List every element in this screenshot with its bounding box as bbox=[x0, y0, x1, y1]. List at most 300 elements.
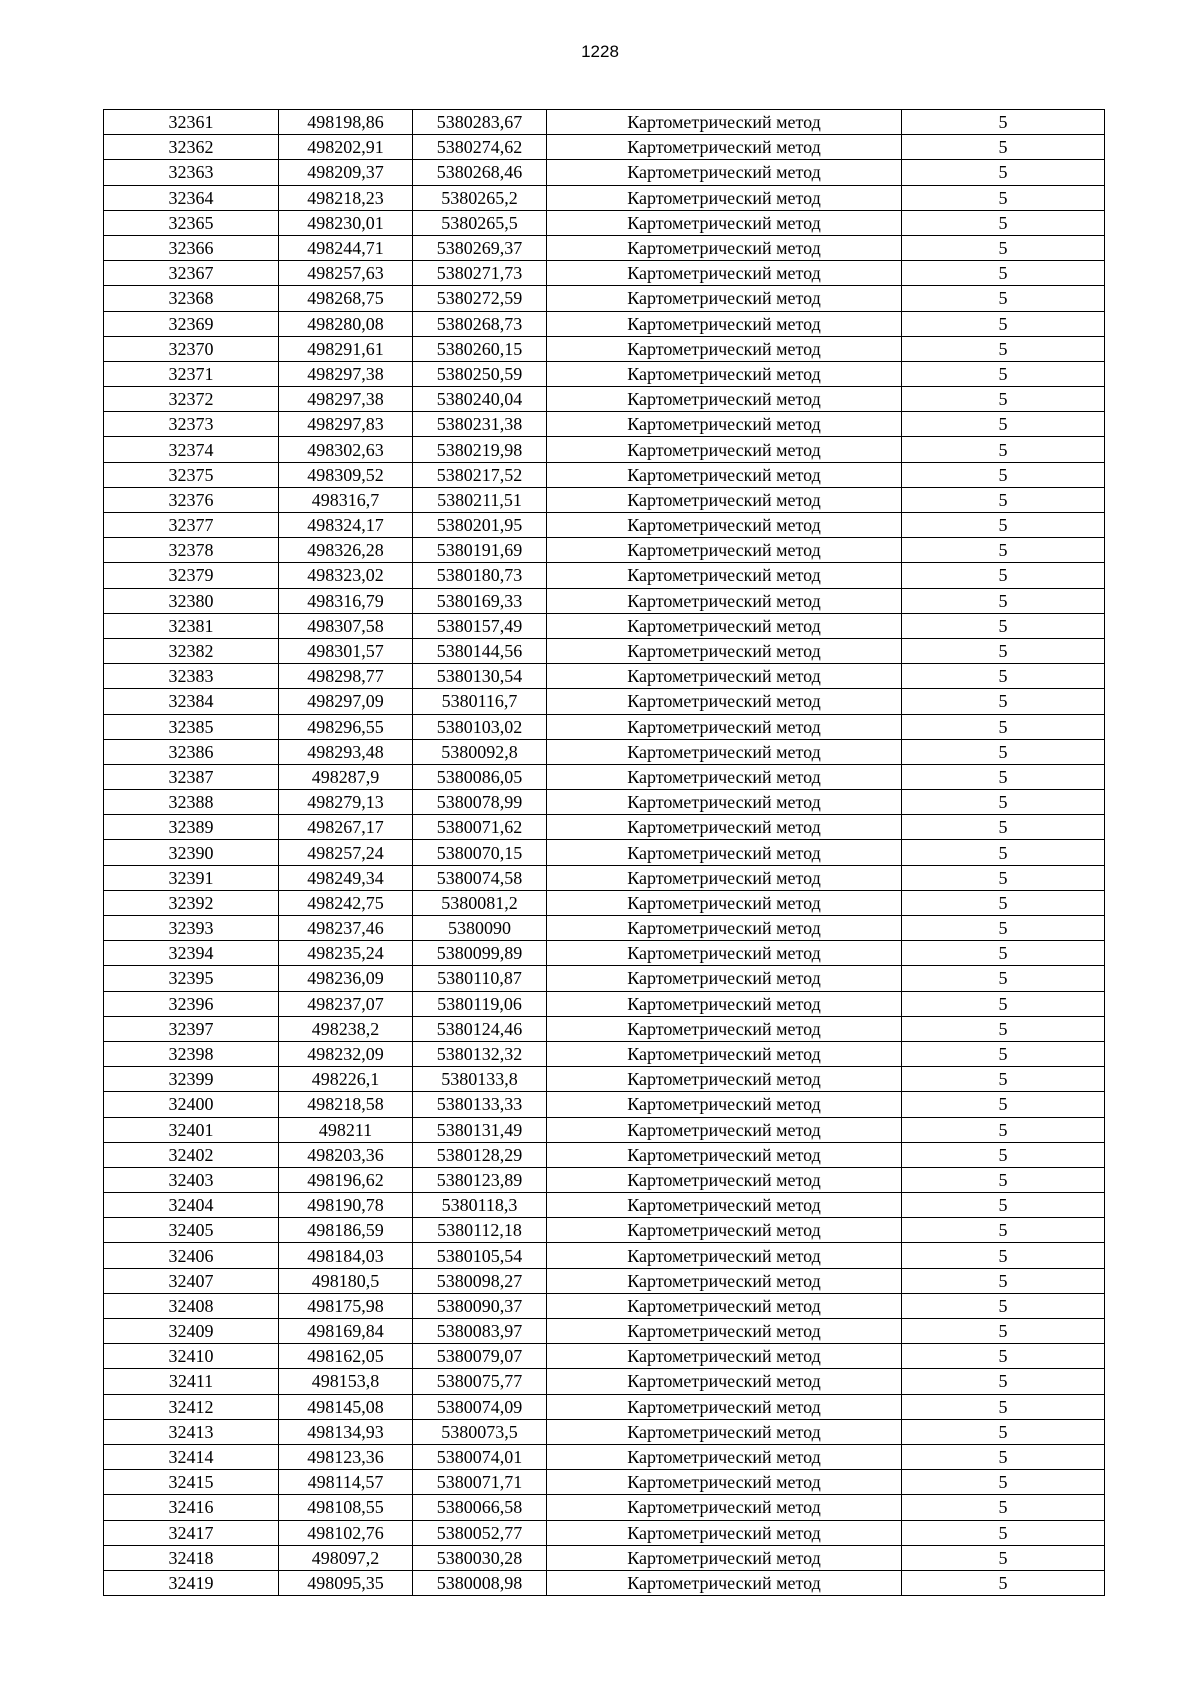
table-row bbox=[104, 941, 1105, 966]
accuracy-cell: 5 bbox=[902, 563, 1105, 588]
method-cell: Картометрический метод bbox=[547, 1444, 902, 1469]
method-cell: Картометрический метод bbox=[547, 1167, 902, 1192]
y-coordinate-cell: 5380090,37 bbox=[413, 1293, 547, 1318]
accuracy-cell: 5 bbox=[902, 714, 1105, 739]
x-coordinate-cell: 498134,93 bbox=[279, 1419, 413, 1444]
point-number-cell: 32387 bbox=[104, 764, 279, 789]
table-row bbox=[104, 664, 1105, 689]
method-cell: Картометрический метод bbox=[547, 739, 902, 764]
point-number-cell: 32370 bbox=[104, 336, 279, 361]
table-row bbox=[104, 966, 1105, 991]
accuracy-cell: 5 bbox=[902, 916, 1105, 941]
y-coordinate-cell: 5380283,67 bbox=[413, 110, 547, 135]
accuracy-cell: 5 bbox=[902, 513, 1105, 538]
method-cell: Картометрический метод bbox=[547, 437, 902, 462]
x-coordinate-cell: 498102,76 bbox=[279, 1520, 413, 1545]
method-cell: Картометрический метод bbox=[547, 361, 902, 386]
table-row bbox=[104, 1016, 1105, 1041]
table-row bbox=[104, 916, 1105, 941]
accuracy-cell: 5 bbox=[902, 1545, 1105, 1570]
method-cell: Картометрический метод bbox=[547, 261, 902, 286]
x-coordinate-cell: 498297,09 bbox=[279, 689, 413, 714]
x-coordinate-cell: 498190,78 bbox=[279, 1193, 413, 1218]
x-coordinate-cell: 498302,63 bbox=[279, 437, 413, 462]
accuracy-cell: 5 bbox=[902, 387, 1105, 412]
method-cell: Картометрический метод bbox=[547, 1067, 902, 1092]
point-number-cell: 32403 bbox=[104, 1167, 279, 1192]
y-coordinate-cell: 5380123,89 bbox=[413, 1167, 547, 1192]
y-coordinate-cell: 5380075,77 bbox=[413, 1369, 547, 1394]
y-coordinate-cell: 5380073,5 bbox=[413, 1419, 547, 1444]
method-cell: Картометрический метод bbox=[547, 336, 902, 361]
y-coordinate-cell: 5380105,54 bbox=[413, 1243, 547, 1268]
y-coordinate-cell: 5380268,73 bbox=[413, 311, 547, 336]
accuracy-cell: 5 bbox=[902, 689, 1105, 714]
point-number-cell: 32380 bbox=[104, 588, 279, 613]
y-coordinate-cell: 5380271,73 bbox=[413, 261, 547, 286]
x-coordinate-cell: 498186,59 bbox=[279, 1218, 413, 1243]
table-row bbox=[104, 1218, 1105, 1243]
y-coordinate-cell: 5380201,95 bbox=[413, 513, 547, 538]
table-row bbox=[104, 1570, 1105, 1595]
table-row bbox=[104, 462, 1105, 487]
point-number-cell: 32408 bbox=[104, 1293, 279, 1318]
x-coordinate-cell: 498301,57 bbox=[279, 638, 413, 663]
point-number-cell: 32412 bbox=[104, 1394, 279, 1419]
y-coordinate-cell: 5380074,01 bbox=[413, 1444, 547, 1469]
point-number-cell: 32401 bbox=[104, 1117, 279, 1142]
point-number-cell: 32402 bbox=[104, 1142, 279, 1167]
accuracy-cell: 5 bbox=[902, 638, 1105, 663]
accuracy-cell: 5 bbox=[902, 1319, 1105, 1344]
x-coordinate-cell: 498232,09 bbox=[279, 1041, 413, 1066]
y-coordinate-cell: 5380180,73 bbox=[413, 563, 547, 588]
x-coordinate-cell: 498291,61 bbox=[279, 336, 413, 361]
method-cell: Картометрический метод bbox=[547, 764, 902, 789]
x-coordinate-cell: 498211 bbox=[279, 1117, 413, 1142]
x-coordinate-cell: 498316,7 bbox=[279, 487, 413, 512]
method-cell: Картометрический метод bbox=[547, 513, 902, 538]
point-number-cell: 32362 bbox=[104, 135, 279, 160]
accuracy-cell: 5 bbox=[902, 1218, 1105, 1243]
method-cell: Картометрический метод bbox=[547, 941, 902, 966]
x-coordinate-cell: 498230,01 bbox=[279, 210, 413, 235]
x-coordinate-cell: 498198,86 bbox=[279, 110, 413, 135]
point-number-cell: 32374 bbox=[104, 437, 279, 462]
point-number-cell: 32361 bbox=[104, 110, 279, 135]
x-coordinate-cell: 498280,08 bbox=[279, 311, 413, 336]
point-number-cell: 32413 bbox=[104, 1419, 279, 1444]
table-row bbox=[104, 1419, 1105, 1444]
x-coordinate-cell: 498298,77 bbox=[279, 664, 413, 689]
accuracy-cell: 5 bbox=[902, 235, 1105, 260]
accuracy-cell: 5 bbox=[902, 1344, 1105, 1369]
table-row bbox=[104, 563, 1105, 588]
x-coordinate-cell: 498287,9 bbox=[279, 764, 413, 789]
accuracy-cell: 5 bbox=[902, 1016, 1105, 1041]
method-cell: Картометрический метод bbox=[547, 815, 902, 840]
table-row bbox=[104, 1444, 1105, 1469]
table-row bbox=[104, 991, 1105, 1016]
x-coordinate-cell: 498237,07 bbox=[279, 991, 413, 1016]
table-row bbox=[104, 1092, 1105, 1117]
accuracy-cell: 5 bbox=[902, 764, 1105, 789]
point-number-cell: 32392 bbox=[104, 890, 279, 915]
accuracy-cell: 5 bbox=[902, 739, 1105, 764]
accuracy-cell: 5 bbox=[902, 1520, 1105, 1545]
method-cell: Картометрический метод bbox=[547, 966, 902, 991]
x-coordinate-cell: 498316,79 bbox=[279, 588, 413, 613]
table-row bbox=[104, 286, 1105, 311]
x-coordinate-cell: 498209,37 bbox=[279, 160, 413, 185]
table-row bbox=[104, 261, 1105, 286]
table-row bbox=[104, 210, 1105, 235]
table-row bbox=[104, 1369, 1105, 1394]
method-cell: Картометрический метод bbox=[547, 1142, 902, 1167]
y-coordinate-cell: 5380231,38 bbox=[413, 412, 547, 437]
x-coordinate-cell: 498108,55 bbox=[279, 1495, 413, 1520]
y-coordinate-cell: 5380268,46 bbox=[413, 160, 547, 185]
accuracy-cell: 5 bbox=[902, 412, 1105, 437]
y-coordinate-cell: 5380030,28 bbox=[413, 1545, 547, 1570]
accuracy-cell: 5 bbox=[902, 487, 1105, 512]
y-coordinate-cell: 5380116,7 bbox=[413, 689, 547, 714]
point-number-cell: 32404 bbox=[104, 1193, 279, 1218]
accuracy-cell: 5 bbox=[902, 210, 1105, 235]
y-coordinate-cell: 5380081,2 bbox=[413, 890, 547, 915]
method-cell: Картометрический метод bbox=[547, 1520, 902, 1545]
method-cell: Картометрический метод bbox=[547, 135, 902, 160]
method-cell: Картометрический метод bbox=[547, 1016, 902, 1041]
table-row bbox=[104, 1495, 1105, 1520]
table-row bbox=[104, 160, 1105, 185]
x-coordinate-cell: 498323,02 bbox=[279, 563, 413, 588]
y-coordinate-cell: 5380260,15 bbox=[413, 336, 547, 361]
method-cell: Картометрический метод bbox=[547, 916, 902, 941]
accuracy-cell: 5 bbox=[902, 865, 1105, 890]
accuracy-cell: 5 bbox=[902, 110, 1105, 135]
table-row bbox=[104, 714, 1105, 739]
table-row bbox=[104, 311, 1105, 336]
table-row bbox=[104, 1243, 1105, 1268]
table-row bbox=[104, 790, 1105, 815]
method-cell: Картометрический метод bbox=[547, 235, 902, 260]
table-row bbox=[104, 387, 1105, 412]
x-coordinate-cell: 498202,91 bbox=[279, 135, 413, 160]
accuracy-cell: 5 bbox=[902, 1243, 1105, 1268]
x-coordinate-cell: 498184,03 bbox=[279, 1243, 413, 1268]
table-row bbox=[104, 1142, 1105, 1167]
y-coordinate-cell: 5380008,98 bbox=[413, 1570, 547, 1595]
point-number-cell: 32377 bbox=[104, 513, 279, 538]
point-number-cell: 32368 bbox=[104, 286, 279, 311]
point-number-cell: 32365 bbox=[104, 210, 279, 235]
point-number-cell: 32414 bbox=[104, 1444, 279, 1469]
table-row bbox=[104, 588, 1105, 613]
point-number-cell: 32388 bbox=[104, 790, 279, 815]
table-row bbox=[104, 135, 1105, 160]
method-cell: Картометрический метод bbox=[547, 1369, 902, 1394]
accuracy-cell: 5 bbox=[902, 613, 1105, 638]
y-coordinate-cell: 5380219,98 bbox=[413, 437, 547, 462]
method-cell: Картометрический метод bbox=[547, 890, 902, 915]
method-cell: Картометрический метод bbox=[547, 1394, 902, 1419]
x-coordinate-cell: 498257,24 bbox=[279, 840, 413, 865]
point-number-cell: 32369 bbox=[104, 311, 279, 336]
method-cell: Картометрический метод bbox=[547, 1319, 902, 1344]
x-coordinate-cell: 498249,34 bbox=[279, 865, 413, 890]
y-coordinate-cell: 5380071,62 bbox=[413, 815, 547, 840]
table-row bbox=[104, 1319, 1105, 1344]
x-coordinate-cell: 498218,23 bbox=[279, 185, 413, 210]
method-cell: Картометрический метод bbox=[547, 1293, 902, 1318]
method-cell: Картометрический метод bbox=[547, 588, 902, 613]
method-cell: Картометрический метод bbox=[547, 487, 902, 512]
x-coordinate-cell: 498238,2 bbox=[279, 1016, 413, 1041]
point-number-cell: 32385 bbox=[104, 714, 279, 739]
table-row bbox=[104, 1193, 1105, 1218]
point-number-cell: 32407 bbox=[104, 1268, 279, 1293]
x-coordinate-cell: 498279,13 bbox=[279, 790, 413, 815]
table-row bbox=[104, 638, 1105, 663]
x-coordinate-cell: 498307,58 bbox=[279, 613, 413, 638]
x-coordinate-cell: 498180,5 bbox=[279, 1268, 413, 1293]
table-row bbox=[104, 689, 1105, 714]
x-coordinate-cell: 498293,48 bbox=[279, 739, 413, 764]
point-number-cell: 32384 bbox=[104, 689, 279, 714]
x-coordinate-cell: 498203,36 bbox=[279, 1142, 413, 1167]
method-cell: Картометрический метод bbox=[547, 1218, 902, 1243]
method-cell: Картометрический метод bbox=[547, 865, 902, 890]
y-coordinate-cell: 5380269,37 bbox=[413, 235, 547, 260]
y-coordinate-cell: 5380086,05 bbox=[413, 764, 547, 789]
y-coordinate-cell: 5380128,29 bbox=[413, 1142, 547, 1167]
point-number-cell: 32391 bbox=[104, 865, 279, 890]
method-cell: Картометрический метод bbox=[547, 563, 902, 588]
point-number-cell: 32375 bbox=[104, 462, 279, 487]
point-number-cell: 32390 bbox=[104, 840, 279, 865]
method-cell: Картометрический метод bbox=[547, 160, 902, 185]
point-number-cell: 32417 bbox=[104, 1520, 279, 1545]
table-row bbox=[104, 764, 1105, 789]
point-number-cell: 32381 bbox=[104, 613, 279, 638]
point-number-cell: 32418 bbox=[104, 1545, 279, 1570]
point-number-cell: 32419 bbox=[104, 1570, 279, 1595]
x-coordinate-cell: 498196,62 bbox=[279, 1167, 413, 1192]
method-cell: Картометрический метод bbox=[547, 1193, 902, 1218]
table-row bbox=[104, 185, 1105, 210]
point-number-cell: 32383 bbox=[104, 664, 279, 689]
y-coordinate-cell: 5380274,62 bbox=[413, 135, 547, 160]
table-row bbox=[104, 235, 1105, 260]
x-coordinate-cell: 498114,57 bbox=[279, 1470, 413, 1495]
accuracy-cell: 5 bbox=[902, 941, 1105, 966]
method-cell: Картометрический метод bbox=[547, 286, 902, 311]
point-number-cell: 32411 bbox=[104, 1369, 279, 1394]
x-coordinate-cell: 498297,38 bbox=[279, 387, 413, 412]
y-coordinate-cell: 5380074,58 bbox=[413, 865, 547, 890]
point-number-cell: 32389 bbox=[104, 815, 279, 840]
accuracy-cell: 5 bbox=[902, 840, 1105, 865]
table-row bbox=[104, 1520, 1105, 1545]
y-coordinate-cell: 5380083,97 bbox=[413, 1319, 547, 1344]
y-coordinate-cell: 5380118,3 bbox=[413, 1193, 547, 1218]
method-cell: Картометрический метод bbox=[547, 1092, 902, 1117]
method-cell: Картометрический метод bbox=[547, 1570, 902, 1595]
y-coordinate-cell: 5380110,87 bbox=[413, 966, 547, 991]
point-number-cell: 32363 bbox=[104, 160, 279, 185]
table-row bbox=[104, 487, 1105, 512]
point-number-cell: 32371 bbox=[104, 361, 279, 386]
table-row bbox=[104, 1067, 1105, 1092]
x-coordinate-cell: 498297,38 bbox=[279, 361, 413, 386]
method-cell: Картометрический метод bbox=[547, 185, 902, 210]
point-number-cell: 32382 bbox=[104, 638, 279, 663]
y-coordinate-cell: 5380265,2 bbox=[413, 185, 547, 210]
table-row bbox=[104, 336, 1105, 361]
x-coordinate-cell: 498244,71 bbox=[279, 235, 413, 260]
accuracy-cell: 5 bbox=[902, 1142, 1105, 1167]
y-coordinate-cell: 5380079,07 bbox=[413, 1344, 547, 1369]
y-coordinate-cell: 5380191,69 bbox=[413, 538, 547, 563]
point-number-cell: 32394 bbox=[104, 941, 279, 966]
y-coordinate-cell: 5380099,89 bbox=[413, 941, 547, 966]
table-row bbox=[104, 1545, 1105, 1570]
y-coordinate-cell: 5380071,71 bbox=[413, 1470, 547, 1495]
method-cell: Картометрический метод bbox=[547, 1419, 902, 1444]
accuracy-cell: 5 bbox=[902, 1268, 1105, 1293]
accuracy-cell: 5 bbox=[902, 588, 1105, 613]
method-cell: Картометрический метод bbox=[547, 210, 902, 235]
x-coordinate-cell: 498218,58 bbox=[279, 1092, 413, 1117]
x-coordinate-cell: 498242,75 bbox=[279, 890, 413, 915]
y-coordinate-cell: 5380131,49 bbox=[413, 1117, 547, 1142]
x-coordinate-cell: 498095,35 bbox=[279, 1570, 413, 1595]
table-row bbox=[104, 1344, 1105, 1369]
method-cell: Картометрический метод bbox=[547, 1041, 902, 1066]
method-cell: Картометрический метод bbox=[547, 387, 902, 412]
x-coordinate-cell: 498267,17 bbox=[279, 815, 413, 840]
y-coordinate-cell: 5380133,33 bbox=[413, 1092, 547, 1117]
accuracy-cell: 5 bbox=[902, 991, 1105, 1016]
x-coordinate-cell: 498145,08 bbox=[279, 1394, 413, 1419]
point-number-cell: 32395 bbox=[104, 966, 279, 991]
y-coordinate-cell: 5380103,02 bbox=[413, 714, 547, 739]
point-number-cell: 32366 bbox=[104, 235, 279, 260]
method-cell: Картометрический метод bbox=[547, 1470, 902, 1495]
table-row bbox=[104, 1117, 1105, 1142]
method-cell: Картометрический метод bbox=[547, 1344, 902, 1369]
table-row bbox=[104, 739, 1105, 764]
table-row bbox=[104, 865, 1105, 890]
accuracy-cell: 5 bbox=[902, 1293, 1105, 1318]
accuracy-cell: 5 bbox=[902, 1167, 1105, 1192]
method-cell: Картометрический метод bbox=[547, 840, 902, 865]
point-number-cell: 32367 bbox=[104, 261, 279, 286]
x-coordinate-cell: 498097,2 bbox=[279, 1545, 413, 1570]
x-coordinate-cell: 498296,55 bbox=[279, 714, 413, 739]
method-cell: Картометрический метод bbox=[547, 714, 902, 739]
y-coordinate-cell: 5380074,09 bbox=[413, 1394, 547, 1419]
table-row bbox=[104, 840, 1105, 865]
x-coordinate-cell: 498324,17 bbox=[279, 513, 413, 538]
accuracy-cell: 5 bbox=[902, 1394, 1105, 1419]
method-cell: Картометрический метод bbox=[547, 311, 902, 336]
point-number-cell: 32399 bbox=[104, 1067, 279, 1092]
accuracy-cell: 5 bbox=[902, 437, 1105, 462]
y-coordinate-cell: 5380124,46 bbox=[413, 1016, 547, 1041]
y-coordinate-cell: 5380119,06 bbox=[413, 991, 547, 1016]
y-coordinate-cell: 5380052,77 bbox=[413, 1520, 547, 1545]
point-number-cell: 32378 bbox=[104, 538, 279, 563]
point-number-cell: 32376 bbox=[104, 487, 279, 512]
y-coordinate-cell: 5380090 bbox=[413, 916, 547, 941]
accuracy-cell: 5 bbox=[902, 261, 1105, 286]
y-coordinate-cell: 5380130,54 bbox=[413, 664, 547, 689]
accuracy-cell: 5 bbox=[902, 1092, 1105, 1117]
accuracy-cell: 5 bbox=[902, 890, 1105, 915]
table-row bbox=[104, 412, 1105, 437]
accuracy-cell: 5 bbox=[902, 1369, 1105, 1394]
x-coordinate-cell: 498309,52 bbox=[279, 462, 413, 487]
accuracy-cell: 5 bbox=[902, 1444, 1105, 1469]
accuracy-cell: 5 bbox=[902, 462, 1105, 487]
point-number-cell: 32405 bbox=[104, 1218, 279, 1243]
table-row bbox=[104, 513, 1105, 538]
y-coordinate-cell: 5380098,27 bbox=[413, 1268, 547, 1293]
accuracy-cell: 5 bbox=[902, 311, 1105, 336]
coordinates-table bbox=[103, 109, 1105, 1596]
accuracy-cell: 5 bbox=[902, 1117, 1105, 1142]
method-cell: Картометрический метод bbox=[547, 991, 902, 1016]
accuracy-cell: 5 bbox=[902, 135, 1105, 160]
accuracy-cell: 5 bbox=[902, 286, 1105, 311]
method-cell: Картометрический метод bbox=[547, 790, 902, 815]
method-cell: Картометрический метод bbox=[547, 689, 902, 714]
method-cell: Картометрический метод bbox=[547, 538, 902, 563]
accuracy-cell: 5 bbox=[902, 336, 1105, 361]
point-number-cell: 32409 bbox=[104, 1319, 279, 1344]
point-number-cell: 32373 bbox=[104, 412, 279, 437]
table-row bbox=[104, 110, 1105, 135]
accuracy-cell: 5 bbox=[902, 664, 1105, 689]
accuracy-cell: 5 bbox=[902, 1419, 1105, 1444]
table-row bbox=[104, 1041, 1105, 1066]
point-number-cell: 32410 bbox=[104, 1344, 279, 1369]
method-cell: Картометрический метод bbox=[547, 613, 902, 638]
point-number-cell: 32400 bbox=[104, 1092, 279, 1117]
accuracy-cell: 5 bbox=[902, 361, 1105, 386]
x-coordinate-cell: 498169,84 bbox=[279, 1319, 413, 1344]
accuracy-cell: 5 bbox=[902, 1041, 1105, 1066]
y-coordinate-cell: 5380169,33 bbox=[413, 588, 547, 613]
accuracy-cell: 5 bbox=[902, 185, 1105, 210]
y-coordinate-cell: 5380112,18 bbox=[413, 1218, 547, 1243]
point-number-cell: 32396 bbox=[104, 991, 279, 1016]
method-cell: Картометрический метод bbox=[547, 1243, 902, 1268]
point-number-cell: 32386 bbox=[104, 739, 279, 764]
x-coordinate-cell: 498326,28 bbox=[279, 538, 413, 563]
page-number: 1228 bbox=[581, 42, 619, 61]
y-coordinate-cell: 5380070,15 bbox=[413, 840, 547, 865]
method-cell: Картометрический метод bbox=[547, 1495, 902, 1520]
table-row bbox=[104, 437, 1105, 462]
table-row bbox=[104, 1268, 1105, 1293]
accuracy-cell: 5 bbox=[902, 1067, 1105, 1092]
point-number-cell: 32397 bbox=[104, 1016, 279, 1041]
x-coordinate-cell: 498237,46 bbox=[279, 916, 413, 941]
y-coordinate-cell: 5380157,49 bbox=[413, 613, 547, 638]
